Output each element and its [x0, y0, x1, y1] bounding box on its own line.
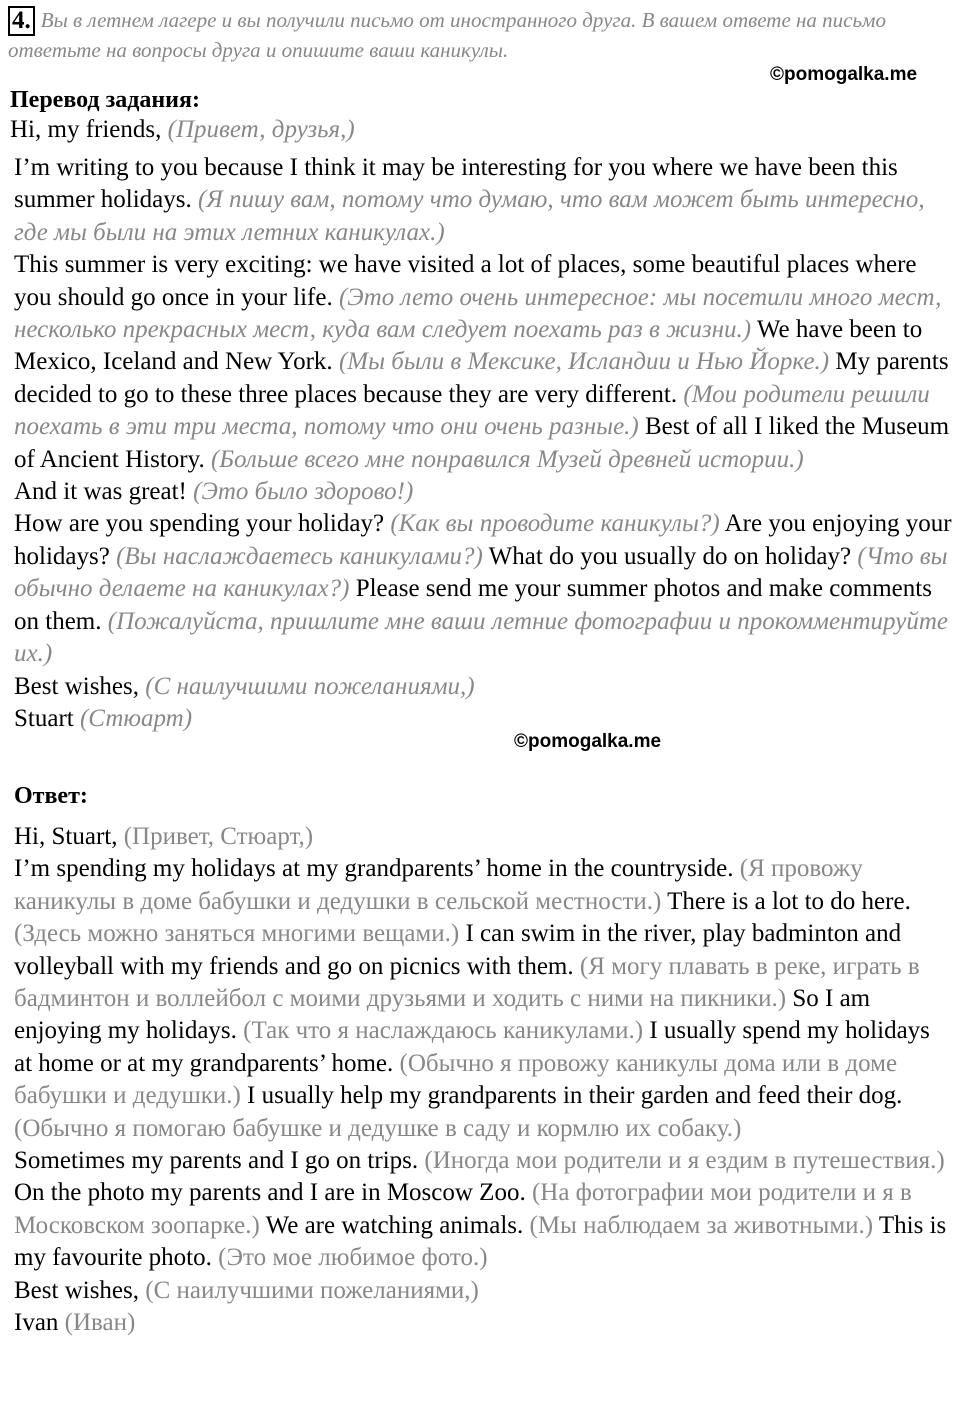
answer-signature-en: Ivan: [14, 1309, 59, 1337]
answer-greeting: [14, 821, 954, 853]
letter-paragraph: [14, 249, 954, 476]
task-text: Вы в летнем лагере и вы получили письмо от иностранного друга. В вашем ответе на письмо ответьте на вопросы друга и опишите ваши каникулы.: [8, 8, 886, 62]
letter-sentence-ru: (Больше всего мне понравился Музей древней истории.): [210, 445, 804, 473]
answer-sentence-ru: (Обычно я провожу каникулы дома или в доме бабушки и дедушки.): [14, 1049, 898, 1110]
letter-greeting-ru: (Привет, друзья,): [167, 116, 355, 143]
answer-sentence-ru: (Мы наблюдаем за животными.): [529, 1211, 874, 1239]
answer-paragraph: [14, 853, 954, 1145]
letter-sentence-en: Best of all I liked the Museum of Ancient History.: [14, 413, 950, 473]
answer-signature: [14, 1307, 954, 1339]
letter-greeting-en: Hi, my friends,: [10, 116, 162, 143]
answer-greeting-en: Hi, Stuart,: [14, 823, 118, 850]
answer-body: [14, 821, 954, 1340]
answer-sentence-en: This is my favourite photo.: [14, 1211, 947, 1272]
letter-closing-en: Best wishes,: [14, 672, 139, 700]
letter-sentence-en: This summer is very exciting: we have visited a lot of places, some beautiful places where you should go once in your life.: [14, 251, 917, 311]
letter-closing: [14, 671, 954, 703]
letter-body: [14, 152, 954, 735]
translation-heading: Перевод задания:: [10, 87, 200, 113]
letter-sentence-en: I’m writing to you because I think it may be interesting for you where we have been this summer holidays.: [14, 154, 898, 214]
letter-paragraph: [14, 508, 954, 670]
letter-sentence-ru: (Мы были в Мексике, Исландии и Нью Йорке.): [338, 348, 830, 376]
letter-sentence-ru: (Что вы обычно делаете на каникулах?): [14, 542, 948, 603]
letter-signature-en: Stuart: [14, 704, 74, 732]
answer-sentence-en: There is a lot to do here.: [667, 887, 911, 915]
watermark: ©pomogalka.me: [770, 64, 918, 85]
letter-signature-ru: (Стюарт): [79, 704, 193, 732]
answer-sentence-ru: (Я могу плавать в реке, играть в бадминтон и воллейбол с моими друзьями и ходить с ними на пикники.): [14, 952, 920, 1013]
letter-greeting: [10, 116, 355, 144]
letter-sentence-en: What do you usually do on holiday?: [488, 542, 852, 570]
letter-sentence-en: We have been to Mexico, Iceland and New York.: [14, 316, 923, 376]
letter-closing-ru: (С наилучшими пожеланиями,): [145, 672, 475, 700]
answer-closing-en: Best wishes,: [14, 1276, 139, 1304]
answer-sentence-en: I usually spend my holidays at home or at my grandparents’ home.: [14, 1017, 930, 1077]
answer-sentence-ru: (Это мое любимое фото.): [218, 1244, 488, 1272]
letter-sentence-en: And it was great!: [14, 478, 187, 506]
answer-sentence-en: Sometimes my parents and I go on trips.: [14, 1147, 419, 1175]
answer-sentence-ru: (Здесь можно заняться многими вещами.): [14, 920, 460, 948]
letter-sentence-ru: (Как вы проводите каникулы?): [390, 510, 720, 538]
task-statement: [8, 6, 948, 64]
answer-closing-ru: (С наилучшими пожеланиями,): [145, 1276, 479, 1304]
answer-closing: [14, 1275, 954, 1307]
letter-sentence-ru: (Мои родители решили поехать в эти три места, потому что они очень разные.): [14, 380, 930, 441]
answer-sentence-ru: (На фотографии мои родители и я в Московском зоопарке.): [14, 1179, 912, 1239]
letter-sentence-en: Are you enjoying your holidays?: [14, 510, 952, 570]
answer-greeting-ru: (Привет, Стюарт,): [123, 823, 314, 850]
letter-sentence-ru: (Я пишу вам, потому что думаю, что вам может быть интересно, где мы были на этих летних каникулах.): [14, 186, 925, 246]
letter-paragraph: [14, 152, 954, 249]
watermark: ©pomogalka.me: [514, 731, 662, 752]
answer-paragraph: [14, 1145, 954, 1275]
answer-signature-ru: (Иван): [64, 1309, 136, 1337]
letter-sentence-en: Please send me your summer photos and make comments on them.: [14, 575, 932, 635]
letter-sentence-ru: (Вы наслаждаетесь каникулами?): [116, 542, 483, 570]
answer-sentence-ru: (Я провожу каникулы в доме бабушки и дедушки в сельской местности.): [14, 855, 863, 915]
answer-sentence-ru: (Иногда мои родители и я ездим в путешествия.): [424, 1147, 945, 1175]
answer-sentence-en: So I am enjoying my holidays.: [14, 985, 871, 1045]
task-number: 4.: [8, 6, 35, 36]
letter-sentence-ru: (Пожалуйста, пришлите мне ваши летние фотографии и прокомментируйте их.): [14, 607, 948, 668]
letter-sentence-ru: (Это лето очень интересное: мы посетили много мест, несколько прекрасных мест, куда вам следует поехать раз в жизни.): [14, 283, 942, 344]
answer-heading: Ответ:: [14, 783, 88, 809]
letter-sentence-en: How are you spending your holiday?: [14, 510, 385, 538]
letter-sentence-en: My parents decided to go to these three places because they are very different.: [14, 348, 949, 408]
answer-sentence-ru: (Обычно я помогаю бабушке и дедушке в саду и кормлю их собаку.): [14, 1114, 742, 1142]
answer-sentence-ru: (Так что я наслаждаюсь каникулами.): [243, 1017, 644, 1045]
answer-sentence-en: I’m spending my holidays at my grandparents’ home in the countryside.: [14, 855, 734, 883]
letter-signature: [14, 703, 954, 735]
answer-sentence-en: On the photo my parents and I are in Moscow Zoo.: [14, 1179, 526, 1207]
answer-sentence-en: I usually help my grandparents in their garden and feed their dog.: [247, 1082, 903, 1110]
answer-sentence-en: I can swim in the river, play badminton and volleyball with my friends and go on picnics with them.: [14, 920, 902, 980]
letter-sentence-ru: (Это было здорово!): [193, 478, 414, 506]
answer-sentence-en: We are watching animals.: [265, 1211, 524, 1239]
letter-paragraph: [14, 476, 954, 508]
